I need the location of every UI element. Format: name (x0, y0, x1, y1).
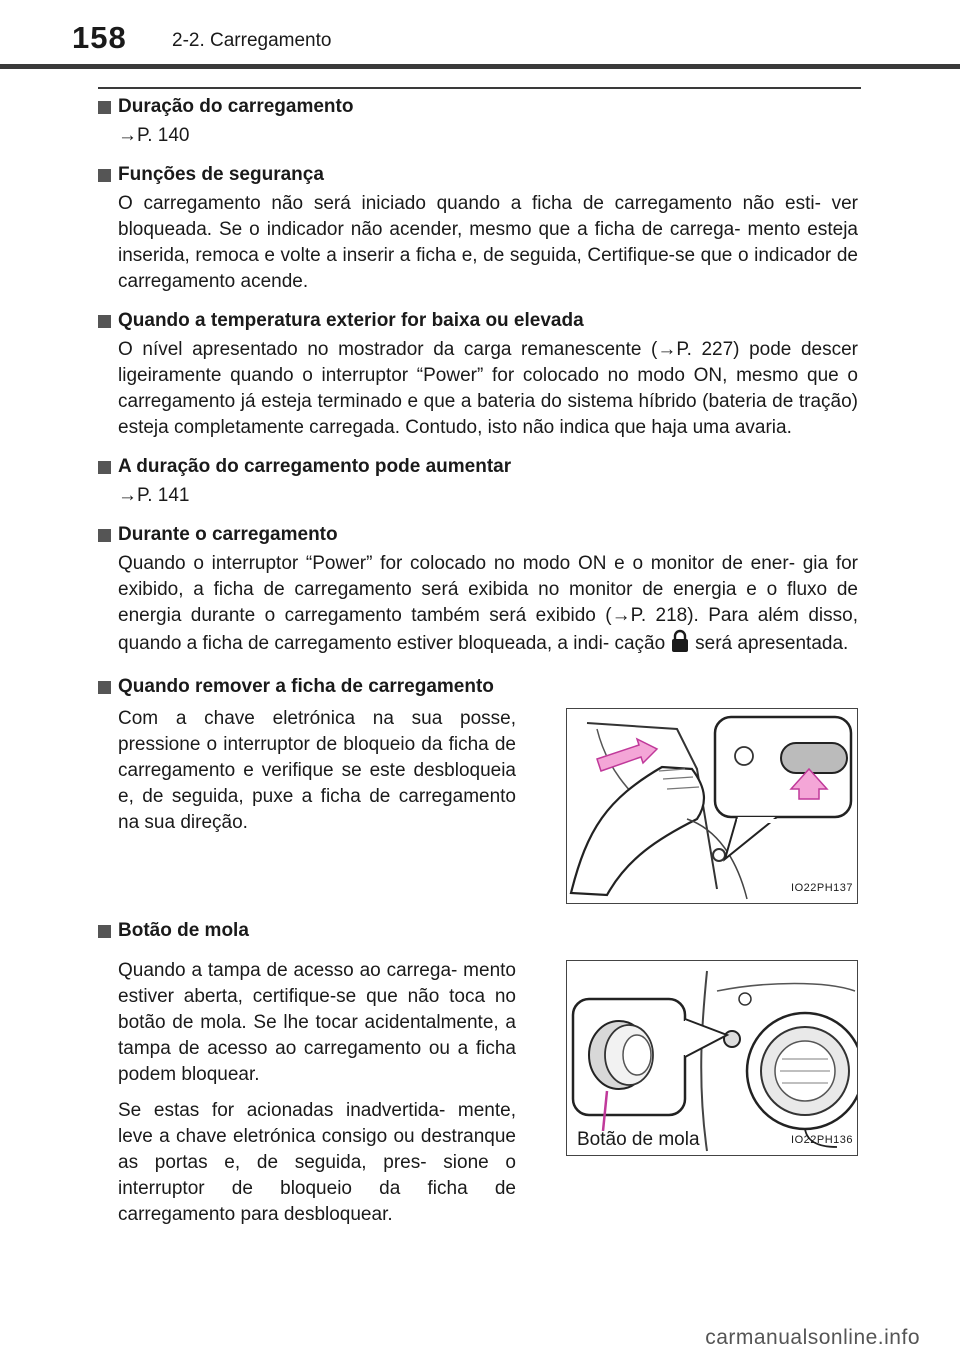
heading-duracao: Duração do carregamento (98, 94, 858, 120)
spring-button-illustration (567, 961, 857, 1155)
paragraph-botao-mola-1: Quando a tampa de acesso ao carrega- mento estiver aberta, certifique-se que não toca no botão de mola. Se lhe tocar acidentalmente, a tampa de acesso ao carregamento ou a ficha podem bloquear. (118, 960, 516, 1085)
row-remover (118, 706, 858, 904)
arrow-icon: → (118, 125, 137, 146)
paragraph-temperatura: O nível apresentado no mostrador da carga remanescente (→P. 227) pode descer ligeiramente quando o interruptor “Power” for colocado no modo ON, mesmo que o carregamento já esteja terminado e que a bateria do sistema híbrido (bateria de tração) esteja completamente carregada. Contudo, isto não indica que haja uma avaria. (118, 339, 858, 438)
square-bullet-icon (98, 681, 111, 694)
square-bullet-icon (98, 461, 111, 474)
heading-remover: Quando remover a ficha de carregamento (98, 674, 858, 700)
top-rule (98, 87, 861, 89)
square-bullet-icon (98, 315, 111, 328)
square-bullet-icon (98, 529, 111, 542)
arrow-icon: → (118, 485, 137, 506)
figure-callout-label: Botão de mola (577, 1129, 700, 1150)
paragraph-seguranca: O carregamento não será iniciado quando a ficha de carregamento não esti- ver bloqueada. Se o indicador não acender, mesmo que a ficha de carrega- mento esteja inserida, remoca e volte a inserir a ficha e, de seguida, Certifique-se que o indicador de carregamento acende. (118, 193, 858, 292)
heading-duracao-aumentar: A duração do carregamento pode aumentar (98, 454, 858, 480)
page-reference[interactable]: →P. 140 (118, 125, 190, 146)
header-rule (0, 64, 960, 69)
square-bullet-icon (98, 169, 111, 182)
figure-charging-plug (566, 708, 858, 904)
heading-seguranca: Funções de segurança (98, 162, 858, 188)
charging-plug-illustration (567, 709, 857, 903)
heading-durante: Durante o carregamento (98, 522, 858, 548)
page-number: 158 (72, 20, 127, 55)
page-content (98, 94, 858, 1238)
paragraph-botao-mola-2: Se estas for acionadas inadvertida- mente, leve a chave eletrónica consigo ou destranque as portas e, de seguida, pres- sione o interruptor de bloqueio da ficha de carregamento para desbloquear. (118, 1100, 516, 1225)
page-reference[interactable]: →P. 141 (118, 485, 190, 506)
watermark: carmanualsonline.info (705, 1326, 920, 1349)
paragraph-remover: Com a chave eletrónica na sua posse, pressione o interruptor de bloqueio da ficha de carregamento e verifique se este desbloqueia e, de seguida, puxe a ficha de carregamento na sua direção. (118, 708, 516, 833)
paragraph-durante: Quando o interruptor “Power” for colocado no modo ON e o monitor de ener- gia for exibido, a ficha de carregamento será exibida no monitor de energia e o fluxo de energia durante o carregamento também será exibido (→P. 218). Para além disso, quando a ficha de carregamento estiver bloqueada, a indi- cação será apresentada. (118, 551, 858, 661)
section-title: 2-2. Carregamento (172, 30, 332, 51)
lock-icon (671, 629, 689, 661)
figure-code: IO22PH136 (791, 1134, 853, 1146)
figure-code: IO22PH137 (791, 882, 853, 894)
heading-botao-mola: Botão de mola (98, 918, 858, 944)
heading-temperatura: Quando a temperatura exterior for baixa ou elevada (98, 308, 858, 334)
square-bullet-icon (98, 925, 111, 938)
row-botao-mola (118, 958, 858, 1238)
figure-spring-button (566, 960, 858, 1156)
square-bullet-icon (98, 101, 111, 114)
